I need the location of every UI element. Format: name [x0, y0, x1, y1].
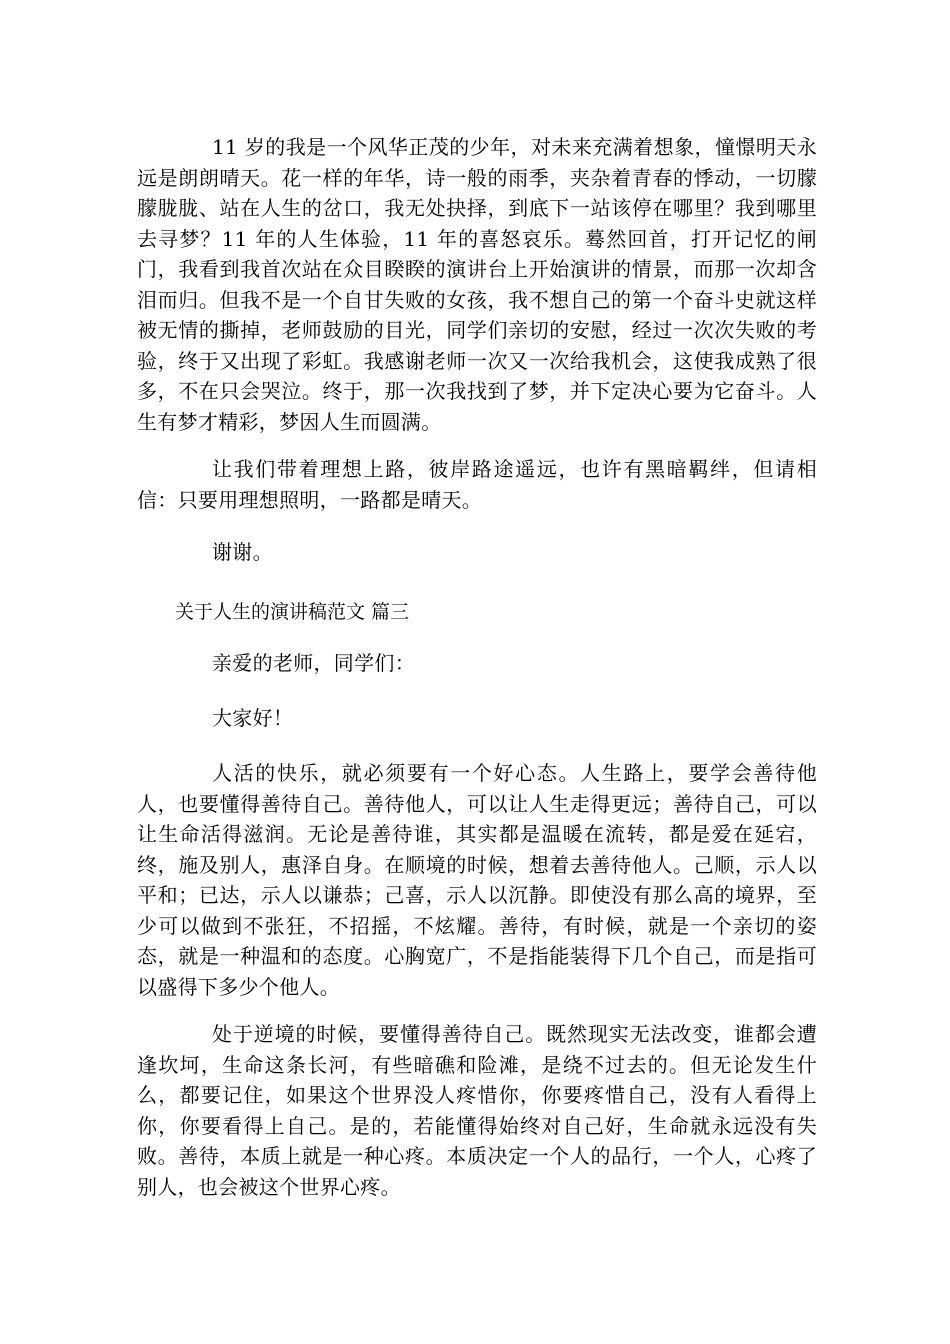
- paragraph-ideal: 让我们带着理想上路，彼岸路途遥远，也许有黑暗羁绊，但请相信：只要用理想照明，一路都是晴天。: [137, 457, 817, 512]
- paragraph-treat-others: 人活的快乐，就必须要有一个好心态。人生路上，要学会善待他人，也要懂得善待自己。善待他人，可以让人生走得更远；善待自己，可以让生命活得滋润。无论是善待谁，其实都是温暖在流转，都是爱在延宕，终，施及别人，惠泽自身。在顺境的时候，想着去善待他人。己顺，示人以平和；已达，示人以谦恭；己喜，示人以沉静。即使没有那么高的境界，至少可以做到不张狂，不招摇，不炫耀。善待，有时候，就是一个亲切的姿态，就是一种温和的态度。心胸宽广，不是指能装得下几个自己，而是指可以盛得下多少个他人。: [137, 761, 817, 999]
- paragraph-dream: 11 岁的我是一个风华正茂的少年，对未来充满着想象，憧憬明天永远是朗朗晴天。花一样的年华，诗一般的雨季，夹杂着青春的悸动，一切朦朦胧胧、站在人生的岔口，我无处抉择，到底下一站该停在哪里？我到哪里去寻梦？11 年的人生体验，11 年的喜怒哀乐。蓦然回首，打开记忆的闸门，我看到我首次站在众目睽睽的演讲台上开始演讲的情景，而那一次却含泪而归。但我不是一个自甘失败的女孩，我不想自己的第一个奋斗史就这样被无情的撕掉，老师鼓励的目光，同学们亲切的安慰，经过一次次失败的考验，终于又出现了彩虹。我感谢老师一次又一次给我机会，这使我成熟了很多，不在只会哭泣。终于，那一次我找到了梦，并下定决心要为它奋斗。人生有梦才精彩，梦因人生而圆满。: [137, 135, 817, 434]
- paragraph-treat-self: 处于逆境的时候，要懂得善待自己。既然现实无法改变，谁都会遭逢坎坷，生命这条长河，有些暗礁和险滩，是绕不过去的。但无论发生什么，都要记住，如果这个世界没人疼惜你，你要疼惜自己，没有人看得上你，你要看得上自己。是的，若能懂得始终对自己好，生命就永远没有失败。善待，本质上就是一种心疼。本质决定一个人的品行，一个人，心疼了别人，也会被这个世界心疼。: [137, 1022, 817, 1199]
- paragraph-salutation: 亲爱的老师，同学们：: [212, 651, 415, 675]
- section-heading: 关于人生的演讲稿范文 篇三: [175, 601, 410, 623]
- paragraph-thanks: 谢谢。: [212, 540, 273, 564]
- paragraph-greeting: 大家好！: [212, 706, 294, 730]
